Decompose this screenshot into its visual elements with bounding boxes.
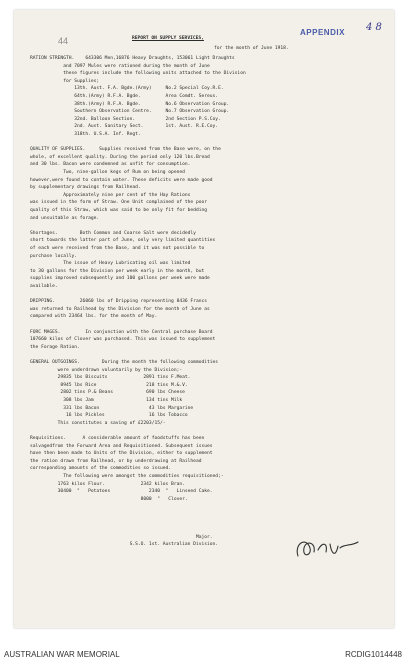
body-line: Requisitions. A considerable amount of foodstuffs has been (30, 436, 205, 441)
body-line: 64th.(Army) R.F.A. Bgde. Area Comdt. Sereus. (30, 94, 219, 99)
body-line: 308 lbs Jam 134 tins Milk (30, 398, 183, 403)
body-line: DRIPPING. 26060 lbs of Dripping representing 8436 Francs (30, 299, 208, 305)
body-line: these figures include the following units attached to the Division (30, 71, 246, 77)
body-line: 2802 tins P.& Beans 690 lbs Cheese (30, 390, 185, 396)
body-line: the Forage Ration. (30, 344, 80, 350)
body-line: was returned to Railhead by the Division for the month of June as (30, 306, 210, 312)
body-line: were underdrawn voluntarily by the Division;- (30, 367, 183, 373)
body-line: Approximately nine per cent of the Hay Rations (30, 192, 191, 198)
report-title: REPORT ON SUPPLY SERVICES, (132, 36, 204, 41)
body-line: RATION STRENGTH. 643306 Men,16876 Heavy Draughts, 153061 Light Draughts (30, 56, 235, 61)
body-line: and unsuitable as forage. (30, 215, 100, 221)
body-line: and 7097 Mules were rationed during the month of June (30, 63, 210, 69)
body-line: 16 lbs Pickles 16 lbs Tobacco (30, 413, 188, 419)
body-line: purchase locally. (30, 253, 78, 259)
body-line: This constitutes a saving of £2203/15/- (30, 420, 166, 426)
body-line: supplies improved subsequently and 100 gallons per week were made (30, 276, 210, 282)
body-line: to 30 gallons for the Division per week early in the month, but (30, 268, 205, 274)
body-line: Two, nine-gallon kegs of Rum on being opened (30, 170, 185, 175)
body-line: corresponding amounts of the commodities so issued. (30, 466, 172, 472)
body-line: Southern Observation Centre. No.7 Observation Group. (30, 109, 230, 115)
body-line: 8945 lbs Rice 218 tins M.&.V. (30, 382, 188, 388)
body-line: 32nd. Balloon Section. 2nd Section P.S.Coy. (30, 116, 221, 122)
body-line: 331 lbs Bacon 43 lbs Margarine (30, 405, 194, 411)
body-line: 107660 kilos of Clover was purchased. This was issued to supplement (30, 337, 216, 343)
body-line: 8000 " Clover. (30, 496, 188, 502)
body-line: 13th. Aust. F.A. Bgde.(Army) No.2 Special Coy.R.E. (30, 86, 224, 92)
body-line: the ration drawn from Railhead, or by underdrawing at Railhead (30, 458, 202, 464)
body-line: 1763 kilos Flour. 2342 kilos Bran. (30, 481, 185, 487)
document-page (14, 10, 394, 628)
body-line: quality of this Straw, which was said to be only fit for bedding (30, 208, 208, 213)
handwritten-signature (292, 534, 362, 564)
report-subtitle: for the month of June 1918. (214, 46, 289, 51)
page-number: 44 (58, 36, 69, 46)
body-line: however,were found to contain water. These deficits were made good (30, 177, 213, 183)
body-line: 318th. U.S.A. Inf. Regt. (30, 132, 141, 137)
appendix-stamp: APPENDIX (300, 28, 345, 37)
body-line: S.S.O. 1st. Australian Division. (30, 542, 219, 548)
body-line: Shortages. Both Common and Coarse Salt were decidedly (30, 230, 196, 236)
body-line: by supplementary drawings from Railhead. (30, 185, 141, 191)
handwritten-number: 4 8 (366, 22, 382, 33)
body-line: QUALITY OF SUPPLIES. Supplies received from the Base were, on the (30, 147, 221, 153)
footer-right: RCDIG1014448 (345, 650, 402, 659)
body-line: compared with 23464 lbs. for the month of May. (30, 314, 158, 320)
body-line: GENERAL OUTGOINGS. During the month the following commodities (30, 360, 219, 365)
body-line: have then been made to Units of the Division, either to supplement (30, 451, 213, 457)
body-line: The following were amongst the commodities requisitioned;- (30, 474, 224, 479)
footer-left: AUSTRALIAN WAR MEMORIAL (4, 650, 120, 659)
body-line: and 30 lbs. Bacon were condemned as unfit for consumption. (30, 162, 191, 168)
body-line: was issued in the form of Straw. One Unit complained of the poor (30, 200, 208, 206)
body-line: short towards the latter part of June, only very limited quantities (30, 238, 216, 244)
body-line: available. (30, 284, 58, 289)
body-line: 38th.(Army) R.F.A. Bgde. No.6 Observation Group. (30, 101, 230, 107)
body-line: of each were received from the Base, and it was not possible to (30, 246, 205, 251)
body-line: 2nd. Aust. Sanitary Sect. 1st. Aust. R.E.Coy. (30, 124, 219, 130)
body-line: for Supplies; (30, 78, 100, 84)
body-line: 29835 lbs Biscuits 2891 tins F.Meat. (30, 375, 191, 381)
body-line: FORC MAGES. In conjunction with the Central purchase Board (30, 329, 213, 335)
body-line: salvagedfrom the Forward Area and Requisitioned. Subsequent issues (30, 443, 213, 449)
body-line: whole, of excellent quality. During the period only 120 lbs.Bread (30, 154, 210, 160)
body-line: The issue of Heavy Lubricating oil was limited (30, 261, 191, 267)
body-line: Major. (30, 534, 213, 540)
body-line: 30400 " Potatoes 2340 " Linseed Cake. (30, 489, 213, 495)
